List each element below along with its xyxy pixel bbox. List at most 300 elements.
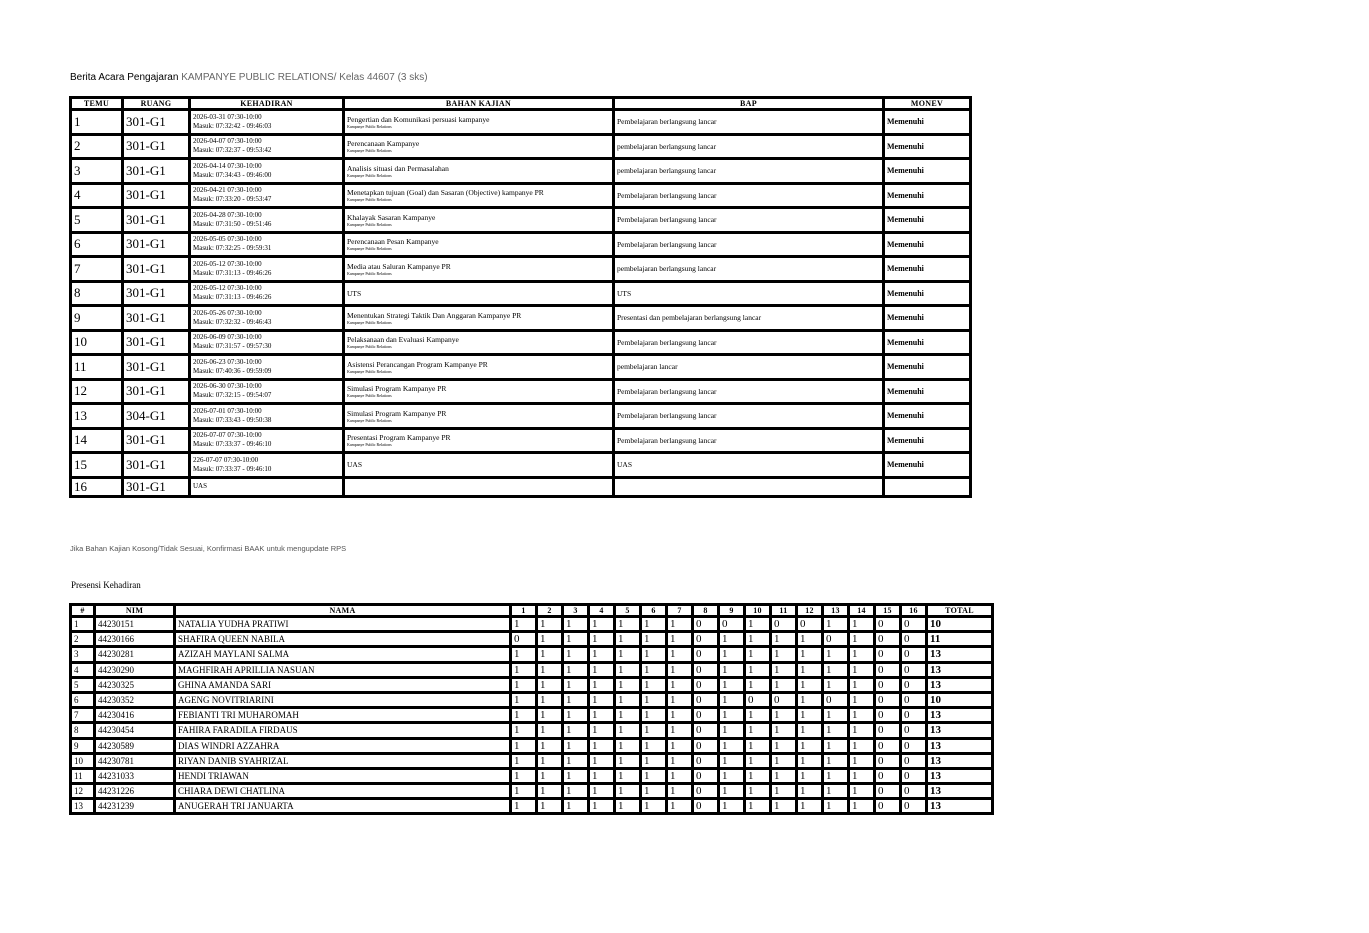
att-col-header: 6 — [641, 605, 667, 617]
att-mark: 1 — [563, 662, 589, 677]
att-mark: 0 — [693, 617, 719, 632]
att-mark: 1 — [667, 617, 693, 632]
att-total: 13 — [927, 662, 993, 677]
att-mark: 1 — [537, 738, 563, 753]
att-mark: 0 — [823, 692, 849, 707]
att-mark: 1 — [589, 738, 615, 753]
att-mark: 1 — [615, 799, 641, 814]
attendance-row — [71, 632, 993, 647]
att-mark: 0 — [693, 784, 719, 799]
att-mark: 0 — [875, 647, 901, 662]
att-mark: 1 — [537, 784, 563, 799]
meeting-temu: 16 — [71, 477, 123, 496]
att-nim: 44230166 — [95, 632, 175, 647]
att-no: 9 — [71, 738, 95, 753]
att-nama: DIAS WINDRI AZZAHRA — [175, 738, 511, 753]
meeting-row — [71, 306, 971, 331]
meeting-bahan-kajian — [344, 159, 614, 184]
att-mark: 1 — [537, 647, 563, 662]
meeting-temu: 8 — [71, 281, 123, 306]
att-mark: 1 — [563, 617, 589, 632]
att-mark: 0 — [875, 692, 901, 707]
kehadiran-checkin: Masuk: 07:33:37 - 09:46:10 — [193, 464, 272, 473]
att-mark: 1 — [823, 662, 849, 677]
att-mark: 0 — [901, 647, 927, 662]
att-nim: 44230416 — [95, 708, 175, 723]
attendance-table — [69, 603, 994, 815]
att-mark: 1 — [537, 692, 563, 707]
att-no: 8 — [71, 723, 95, 738]
att-mark: 1 — [537, 768, 563, 783]
att-no: 2 — [71, 632, 95, 647]
meeting-temu: 4 — [71, 183, 123, 208]
att-mark: 1 — [641, 708, 667, 723]
kehadiran-schedule: 226-07-07 07:30-10:00 — [193, 455, 259, 464]
att-mark: 0 — [693, 799, 719, 814]
meeting-kehadiran — [190, 330, 344, 355]
att-mark: 1 — [589, 753, 615, 768]
rps-note: Jika Bahan Kajian Kosong/Tidak Sesuai, Konfirmasi BAAK untuk mengupdate RPS — [70, 544, 347, 553]
att-col-header: 12 — [797, 605, 823, 617]
attendance-row — [71, 723, 993, 738]
att-mark: 1 — [849, 799, 875, 814]
meeting-bahan-kajian — [344, 110, 614, 135]
att-col-header: 15 — [875, 605, 901, 617]
meeting-kehadiran — [190, 428, 344, 453]
meeting-bap: Pembelajaran berlangsung lancar — [614, 428, 884, 453]
att-mark: 1 — [615, 677, 641, 692]
att-nama: FAHIRA FARADILA FIRDAUS — [175, 723, 511, 738]
kehadiran-checkin: Masuk: 07:33:43 - 09:50:38 — [193, 415, 272, 424]
meeting-ruang: 301-G1 — [123, 379, 190, 404]
att-mark: 1 — [641, 753, 667, 768]
att-mark: 1 — [797, 647, 823, 662]
att-nim: 44230325 — [95, 677, 175, 692]
meeting-row — [71, 379, 971, 404]
att-total: 13 — [927, 647, 993, 662]
att-col-header: 9 — [719, 605, 745, 617]
kehadiran-schedule: 2026-06-23 07:30-10:00 — [193, 357, 262, 366]
kehadiran-schedule: 2026-05-12 07:30-10:00 — [193, 284, 262, 293]
meeting-bap: Pembelajaran berlangsung lancar — [614, 183, 884, 208]
att-mark: 1 — [745, 647, 771, 662]
topic-title: Simulasi Program Kampanye PR — [347, 408, 447, 418]
att-mark: 0 — [901, 677, 927, 692]
meeting-monev: Memenuhi — [884, 379, 971, 404]
topic-title: Menetapkan tujuan (Goal) dan Sasaran (Objective) kampanye PR — [347, 188, 544, 198]
meeting-kehadiran — [190, 453, 344, 478]
att-mark: 1 — [797, 708, 823, 723]
att-no: 6 — [71, 692, 95, 707]
att-no: 7 — [71, 708, 95, 723]
meeting-row — [71, 330, 971, 355]
meeting-temu: 3 — [71, 159, 123, 184]
att-mark: 0 — [771, 617, 797, 632]
meeting-temu: 12 — [71, 379, 123, 404]
att-mark: 1 — [823, 784, 849, 799]
att-mark: 1 — [589, 723, 615, 738]
attendance-row — [71, 784, 993, 799]
topic-title: UTS — [347, 288, 362, 298]
att-nim: 44231226 — [95, 784, 175, 799]
meeting-row — [71, 257, 971, 282]
kehadiran-checkin: Masuk: 07:32:25 - 09:59:31 — [193, 244, 272, 253]
att-mark: 0 — [693, 723, 719, 738]
meeting-ruang: 301-G1 — [123, 355, 190, 380]
meeting-bap: Pembelajaran berlangsung lancar — [614, 404, 884, 429]
meeting-kehadiran — [190, 159, 344, 184]
att-mark: 1 — [511, 677, 537, 692]
att-mark: 1 — [823, 723, 849, 738]
attendance-header-row — [71, 605, 993, 617]
att-mark: 1 — [667, 753, 693, 768]
att-mark: 1 — [771, 799, 797, 814]
meeting-bahan-kajian — [344, 428, 614, 453]
kehadiran-schedule: 2026-06-30 07:30-10:00 — [193, 382, 262, 391]
title-prefix: Berita Acara Pengajaran — [70, 72, 179, 83]
att-no: 4 — [71, 662, 95, 677]
att-mark: 1 — [615, 753, 641, 768]
att-mark: 1 — [719, 632, 745, 647]
meeting-row — [71, 355, 971, 380]
meeting-monev — [884, 477, 971, 496]
meeting-bahan-kajian — [344, 330, 614, 355]
att-mark: 0 — [693, 692, 719, 707]
col-header-bahan-kajian: BAHAN KAJIAN — [344, 98, 614, 110]
meeting-bahan-kajian — [344, 379, 614, 404]
att-nim: 44230290 — [95, 662, 175, 677]
topic-title: Analisis situasi dan Permasalahan — [347, 163, 449, 173]
kehadiran-schedule: UAS — [193, 482, 208, 490]
meeting-bap — [614, 477, 884, 496]
att-mark: 1 — [563, 753, 589, 768]
att-mark: 0 — [797, 617, 823, 632]
att-mark: 1 — [667, 738, 693, 753]
att-mark: 1 — [719, 723, 745, 738]
meeting-bap: Pembelajaran berlangsung lancar — [614, 379, 884, 404]
att-mark: 1 — [719, 738, 745, 753]
att-mark: 1 — [511, 738, 537, 753]
kehadiran-checkin: Masuk: 07:33:20 - 09:53:47 — [193, 195, 272, 204]
att-mark: 1 — [563, 738, 589, 753]
meeting-bahan-kajian — [344, 134, 614, 159]
att-mark: 1 — [537, 723, 563, 738]
att-mark: 1 — [511, 784, 537, 799]
att-mark: 1 — [641, 768, 667, 783]
att-mark: 0 — [875, 784, 901, 799]
att-mark: 1 — [615, 617, 641, 632]
meeting-monev: Memenuhi — [884, 306, 971, 331]
meeting-bap: Pembelajaran berlangsung lancar — [614, 330, 884, 355]
att-mark: 1 — [615, 723, 641, 738]
meeting-kehadiran — [190, 232, 344, 257]
topic-title: Menentukan Strategi Taktik Dan Anggaran Kampanye PR — [347, 310, 522, 320]
meeting-kehadiran — [190, 281, 344, 306]
meeting-kehadiran — [190, 257, 344, 282]
meeting-ruang: 301-G1 — [123, 257, 190, 282]
title-course: KAMPANYE PUBLIC RELATIONS/ Kelas 44607 (3 sks) — [181, 72, 428, 83]
topic-title: UAS — [347, 460, 363, 470]
attendance-row — [71, 799, 993, 814]
kehadiran-schedule: 2026-05-12 07:30-10:00 — [193, 259, 262, 268]
att-mark: 1 — [719, 799, 745, 814]
meeting-bahan-kajian — [344, 477, 614, 496]
kehadiran-schedule: 2026-05-26 07:30-10:00 — [193, 308, 262, 317]
meeting-temu: 14 — [71, 428, 123, 453]
att-mark: 1 — [589, 799, 615, 814]
att-mark: 1 — [771, 753, 797, 768]
att-mark: 1 — [641, 738, 667, 753]
meeting-monev: Memenuhi — [884, 110, 971, 135]
att-mark: 1 — [615, 662, 641, 677]
att-nama: RIYAN DANIB SYAHRIZAL — [175, 753, 511, 768]
att-mark: 1 — [589, 632, 615, 647]
att-mark: 1 — [589, 677, 615, 692]
meeting-row — [71, 110, 971, 135]
meeting-kehadiran — [190, 306, 344, 331]
meetings-table — [69, 96, 972, 498]
meeting-ruang: 301-G1 — [123, 232, 190, 257]
meeting-monev: Memenuhi — [884, 355, 971, 380]
att-mark: 1 — [615, 692, 641, 707]
col-header-monev: MONEV — [884, 98, 971, 110]
att-mark: 1 — [745, 753, 771, 768]
att-mark: 0 — [719, 617, 745, 632]
att-total: 13 — [927, 677, 993, 692]
att-nama: CHIARA DEWI CHATLINA — [175, 784, 511, 799]
kehadiran-schedule: 2026-04-14 07:30-10:00 — [193, 161, 262, 170]
att-mark: 1 — [537, 799, 563, 814]
meeting-bahan-kajian — [344, 232, 614, 257]
att-mark: 1 — [823, 708, 849, 723]
att-mark: 1 — [849, 632, 875, 647]
kehadiran-schedule: 2026-05-05 07:30-10:00 — [193, 235, 262, 244]
attendance-row — [71, 662, 993, 677]
att-mark: 1 — [849, 662, 875, 677]
att-mark: 0 — [875, 753, 901, 768]
meeting-temu: 2 — [71, 134, 123, 159]
att-mark: 0 — [693, 768, 719, 783]
att-mark: 1 — [667, 677, 693, 692]
kehadiran-schedule: 2026-06-09 07:30-10:00 — [193, 333, 262, 342]
att-mark: 1 — [797, 784, 823, 799]
att-mark: 1 — [641, 677, 667, 692]
att-mark: 0 — [901, 768, 927, 783]
kehadiran-checkin: Masuk: 07:33:37 - 09:46:10 — [193, 440, 272, 449]
att-mark: 0 — [511, 632, 537, 647]
att-mark: 1 — [667, 799, 693, 814]
att-nama: AZIZAH MAYLANI SALMA — [175, 647, 511, 662]
att-mark: 1 — [771, 784, 797, 799]
att-col-header: 8 — [693, 605, 719, 617]
meeting-monev: Memenuhi — [884, 428, 971, 453]
att-mark: 0 — [875, 738, 901, 753]
att-mark: 1 — [849, 708, 875, 723]
kehadiran-schedule: 2026-04-28 07:30-10:00 — [193, 210, 262, 219]
meeting-bahan-kajian — [344, 281, 614, 306]
topic-subtitle: Kampanye Public Relations — [347, 319, 392, 325]
att-mark: 1 — [849, 692, 875, 707]
att-mark: 1 — [589, 647, 615, 662]
att-mark: 1 — [589, 768, 615, 783]
meeting-ruang: 304-G1 — [123, 404, 190, 429]
att-mark: 0 — [875, 768, 901, 783]
topic-subtitle: Kampanye Public Relations — [347, 344, 392, 350]
meeting-ruang: 301-G1 — [123, 208, 190, 233]
att-mark: 1 — [771, 708, 797, 723]
att-mark: 0 — [693, 647, 719, 662]
att-mark: 1 — [797, 753, 823, 768]
kehadiran-schedule: 2026-07-01 07:30-10:00 — [193, 406, 262, 415]
att-mark: 1 — [849, 617, 875, 632]
attendance-row — [71, 708, 993, 723]
att-nim: 44230781 — [95, 753, 175, 768]
att-mark: 0 — [901, 692, 927, 707]
att-col-header: 5 — [615, 605, 641, 617]
att-mark: 1 — [563, 799, 589, 814]
topic-title: Perencanaan Pesan Kampanye — [347, 237, 439, 247]
meeting-bahan-kajian — [344, 306, 614, 331]
att-nama: MAGHFIRAH APRILLIA NASUAN — [175, 662, 511, 677]
att-mark: 1 — [797, 723, 823, 738]
att-mark: 1 — [615, 768, 641, 783]
att-nama: GHINA AMANDA SARI — [175, 677, 511, 692]
att-nim: 44230352 — [95, 692, 175, 707]
kehadiran-checkin: Masuk: 07:31:13 - 09:46:26 — [193, 268, 272, 277]
att-mark: 1 — [719, 708, 745, 723]
att-mark: 1 — [823, 647, 849, 662]
att-nim: 44230281 — [95, 647, 175, 662]
att-mark: 1 — [849, 723, 875, 738]
meeting-temu: 7 — [71, 257, 123, 282]
meeting-monev: Memenuhi — [884, 281, 971, 306]
att-mark: 1 — [823, 753, 849, 768]
att-mark: 1 — [563, 723, 589, 738]
att-mark: 0 — [875, 662, 901, 677]
att-mark: 1 — [771, 677, 797, 692]
attendance-row — [71, 617, 993, 632]
att-mark: 1 — [771, 647, 797, 662]
attendance-body — [71, 617, 993, 814]
col-header-ruang: RUANG — [123, 98, 190, 110]
att-mark: 0 — [901, 799, 927, 814]
att-mark: 1 — [745, 677, 771, 692]
meetings-body — [71, 110, 971, 497]
att-mark: 1 — [745, 799, 771, 814]
meeting-bahan-kajian — [344, 257, 614, 282]
att-mark: 1 — [589, 784, 615, 799]
topic-subtitle: Kampanye Public Relations — [347, 442, 392, 448]
att-no: 10 — [71, 753, 95, 768]
attendance-row — [71, 677, 993, 692]
meeting-monev: Memenuhi — [884, 232, 971, 257]
att-total: 13 — [927, 784, 993, 799]
att-col-header: # — [71, 605, 95, 617]
att-total: 13 — [927, 723, 993, 738]
att-mark: 1 — [563, 632, 589, 647]
meeting-row — [71, 208, 971, 233]
attendance-row — [71, 647, 993, 662]
attendance-row — [71, 738, 993, 753]
att-mark: 1 — [615, 738, 641, 753]
att-mark: 1 — [849, 768, 875, 783]
att-mark: 1 — [745, 768, 771, 783]
meeting-kehadiran — [190, 379, 344, 404]
meeting-ruang: 301-G1 — [123, 281, 190, 306]
topic-subtitle: Kampanye Public Relations — [347, 393, 392, 399]
att-mark: 1 — [745, 632, 771, 647]
kehadiran-checkin: Masuk: 07:32:42 - 09:46:03 — [193, 121, 272, 130]
meeting-temu: 15 — [71, 453, 123, 478]
att-mark: 1 — [615, 708, 641, 723]
meeting-bap: pembelajaran lancar — [614, 355, 884, 380]
att-mark: 1 — [641, 662, 667, 677]
att-mark: 0 — [693, 662, 719, 677]
att-total: 13 — [927, 768, 993, 783]
att-mark: 1 — [745, 708, 771, 723]
topic-title: Asistensi Perancangan Program Kampanye PR — [347, 359, 488, 369]
meeting-bap: Presentasi dan pembelajaran berlangsung lancar — [614, 306, 884, 331]
att-mark: 1 — [511, 753, 537, 768]
att-mark: 1 — [615, 647, 641, 662]
att-no: 5 — [71, 677, 95, 692]
meeting-ruang: 301-G1 — [123, 306, 190, 331]
meeting-ruang: 301-G1 — [123, 428, 190, 453]
att-no: 12 — [71, 784, 95, 799]
att-mark: 1 — [589, 708, 615, 723]
att-col-header: 4 — [589, 605, 615, 617]
att-nama: NATALIA YUDHA PRATIWI — [175, 617, 511, 632]
col-header-kehadiran: KEHADIRAN — [190, 98, 344, 110]
meeting-row — [71, 477, 971, 496]
att-mark: 0 — [875, 708, 901, 723]
meeting-monev: Memenuhi — [884, 404, 971, 429]
kehadiran-schedule: 2026-07-07 07:30-10:00 — [193, 431, 262, 440]
topic-title: Pelaksanaan dan Evaluasi Kampanye — [347, 335, 459, 345]
att-mark: 0 — [901, 632, 927, 647]
att-nim: 44231239 — [95, 799, 175, 814]
att-mark: 1 — [563, 784, 589, 799]
att-mark: 0 — [693, 677, 719, 692]
meeting-kehadiran — [190, 404, 344, 429]
att-total: 13 — [927, 799, 993, 814]
att-mark: 1 — [849, 677, 875, 692]
att-total: 13 — [927, 708, 993, 723]
att-mark: 1 — [849, 738, 875, 753]
att-nama: SHAFIRA QUEEN NABILA — [175, 632, 511, 647]
meeting-temu: 13 — [71, 404, 123, 429]
att-mark: 1 — [537, 617, 563, 632]
meeting-kehadiran — [190, 134, 344, 159]
topic-subtitle: Kampanye Public Relations — [347, 417, 392, 423]
att-mark: 1 — [511, 708, 537, 723]
att-mark: 0 — [875, 632, 901, 647]
meeting-temu: 5 — [71, 208, 123, 233]
att-mark: 1 — [667, 784, 693, 799]
att-mark: 1 — [745, 723, 771, 738]
topic-subtitle: Kampanye Public Relations — [347, 172, 392, 178]
att-col-header: 13 — [823, 605, 849, 617]
topic-subtitle: Kampanye Public Relations — [347, 221, 392, 227]
att-mark: 1 — [563, 692, 589, 707]
meetings-header-row — [71, 98, 971, 110]
attendance-row — [71, 768, 993, 783]
att-mark: 1 — [771, 738, 797, 753]
att-mark: 1 — [667, 708, 693, 723]
kehadiran-checkin: Masuk: 07:34:43 - 09:46:00 — [193, 170, 272, 179]
meeting-bap: pembelajaran berlangsung lancar — [614, 257, 884, 282]
att-mark: 1 — [745, 784, 771, 799]
